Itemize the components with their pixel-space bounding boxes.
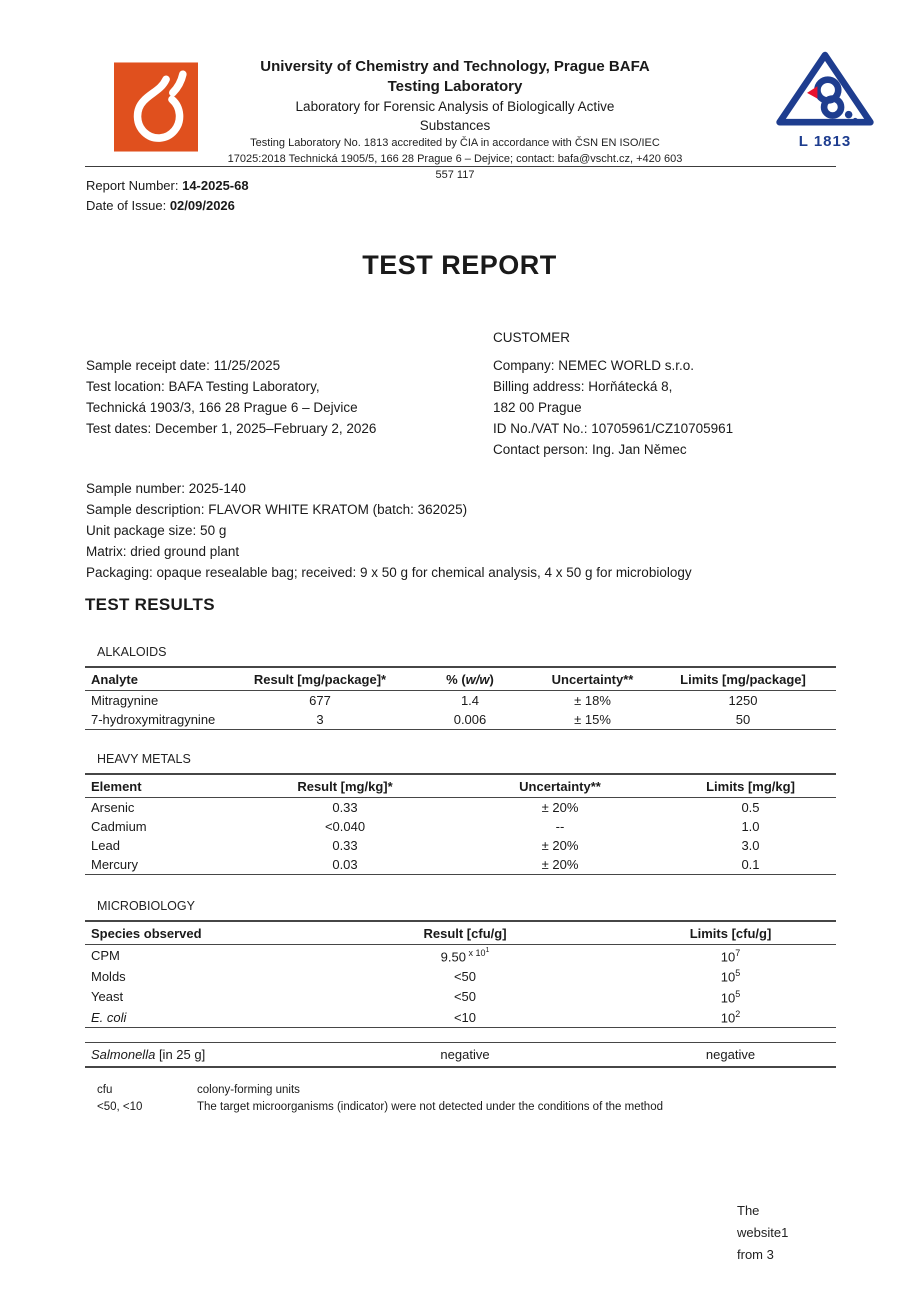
col-result: Result [cfu/g] [305, 921, 625, 945]
lab-header [220, 57, 690, 183]
sample-details-block [86, 478, 846, 583]
table-row: Mitragynine 677 1.4 ± 18% 1250 [91, 693, 758, 708]
col-result: Result [mg/kg]* [235, 774, 455, 798]
flask-icon [114, 62, 198, 152]
lab-subtitle-line2: Substances [419, 118, 491, 133]
col-limits: Limits [mg/package] [650, 667, 836, 691]
table-row [85, 1043, 836, 1068]
customer-company: Company: NEMEC WORLD s.r.o. [493, 358, 695, 373]
col-limits: Limits [cfu/g] [625, 921, 836, 945]
footnote-cfu: cfu colony-forming units [97, 1084, 300, 1096]
cia-accreditation-logo [773, 50, 877, 150]
sample-number: Sample number: 2025-140 [86, 481, 246, 496]
customer-city: 182 00 Prague [493, 400, 582, 415]
table-row: Lead 0.33 ± 20% 3.0 [91, 838, 760, 853]
table-row: 7-hydroxymitragynine 3 0.006 ± 15% 50 [91, 712, 751, 727]
heavy-metals-table [85, 773, 836, 875]
page-footer: The website1 from 3 [737, 1203, 789, 1262]
col-species: Species observed [85, 921, 305, 945]
test-location-line1: Test location: BAFA Testing Laboratory, [86, 379, 320, 394]
org-title-line2: Testing Laboratory [387, 78, 523, 95]
test-location-line2: Technická 1903/3, 166 28 Prague 6 – Dejvice [86, 400, 358, 415]
microbiology-section-label: MICROBIOLOGY [97, 899, 195, 913]
report-number-value: 14-2025-68 [182, 178, 249, 193]
customer-billing-address: Billing address: Horňátecká 8, [493, 379, 673, 394]
org-title-line1: University of Chemistry and Technology, Prague BAFA [260, 58, 650, 75]
report-number-line [86, 176, 249, 196]
accreditation-badge-label: L 1813 [798, 133, 852, 150]
salmonella-cell: Salmonella [in 25 g] [91, 1047, 206, 1062]
packaging: Packaging: opaque resealable bag; received: 9 x 50 g for chemical analysis, 4 x 50 g for microbiology [86, 565, 692, 580]
date-of-issue-value: 02/09/2026 [169, 198, 235, 213]
col-ww: % (w/w) [405, 667, 535, 691]
page-title: TEST REPORT [362, 250, 557, 280]
table-row: CPM 9.50 $^{x 10^1}$ $10^7$ [91, 947, 741, 965]
accreditation-line2: 17025:2018 Technická 1905/5, 166 28 Prague 6 – Dejvice; contact: bafa@vscht.cz, +420 603 [227, 153, 683, 165]
customer-contact-person: Contact person: Ing. Jan Němec [493, 442, 687, 457]
sample-info-block [86, 355, 476, 439]
table-row: Mercury 0.03 ± 20% 0.1 [91, 857, 760, 872]
table-row: Cadmium <0.040 -- 1.0 [91, 819, 760, 834]
table-row: E. coli <10 $10^2$ [91, 1008, 741, 1026]
customer-heading: CUSTOMER [493, 330, 571, 345]
col-uncertainty: Uncertainty** [455, 774, 665, 798]
cia-triangle-icon [773, 50, 877, 132]
unit-package-size: Unit package size: 50 g [86, 523, 227, 538]
alkaloids-table [85, 666, 836, 730]
table-row: Yeast <50 $10^5$ [91, 988, 741, 1005]
salmonella-result: negative [440, 1047, 490, 1062]
salmonella-table [85, 1042, 836, 1068]
col-element: Element [85, 774, 235, 798]
accreditation-line3: 557 117 [435, 169, 475, 181]
heavy-metals-header-row [85, 774, 836, 798]
customer-info-block [493, 355, 853, 460]
footnote-detection: <50, <10 The target microorganisms (indicator) were not detected under the conditions of the method [97, 1101, 663, 1113]
col-result: Result [mg/package]* [235, 667, 405, 691]
table-row: Arsenic 0.33 ± 20% 0.5 [91, 800, 760, 815]
report-number-label: Report Number: [86, 178, 183, 193]
test-dates: Test dates: December 1, 2025–February 2, 2026 [86, 421, 377, 436]
header-divider [85, 166, 836, 167]
col-analyte: Analyte [85, 667, 235, 691]
matrix: Matrix: dried ground plant [86, 544, 240, 559]
test-results-heading: TEST RESULTS [85, 595, 215, 614]
customer-id-vat: ID No./VAT No.: 10705961/CZ10705961 [493, 421, 734, 436]
sample-description: Sample description: FLAVOR WHITE KRATOM (batch: 362025) [86, 502, 468, 517]
col-limits: Limits [mg/kg] [665, 774, 836, 798]
uct-prague-logo-icon [114, 62, 198, 152]
col-uncertainty: Uncertainty** [535, 667, 650, 691]
accreditation-line1: Testing Laboratory No. 1813 accredited by ČIA in accordance with ČSN EN ISO/IEC [250, 137, 660, 149]
date-of-issue-line [86, 196, 249, 216]
date-of-issue-label: Date of Issue: [86, 198, 170, 213]
table-row: Molds <50 $10^5$ [91, 968, 741, 985]
report-meta [86, 176, 249, 216]
footnotes-block [97, 1082, 663, 1116]
heavy-metals-section-label: HEAVY METALS [97, 752, 191, 766]
alkaloids-header-row [85, 667, 836, 691]
alkaloids-section-label: ALKALOIDS [97, 645, 167, 659]
lab-subtitle-line1: Laboratory for Forensic Analysis of Biologically Active [295, 99, 615, 114]
microbiology-table [85, 920, 836, 1028]
salmonella-limit: negative [705, 1047, 756, 1062]
microbiology-header-row [85, 921, 836, 945]
sample-receipt-date: Sample receipt date: 11/25/2025 [86, 358, 281, 373]
